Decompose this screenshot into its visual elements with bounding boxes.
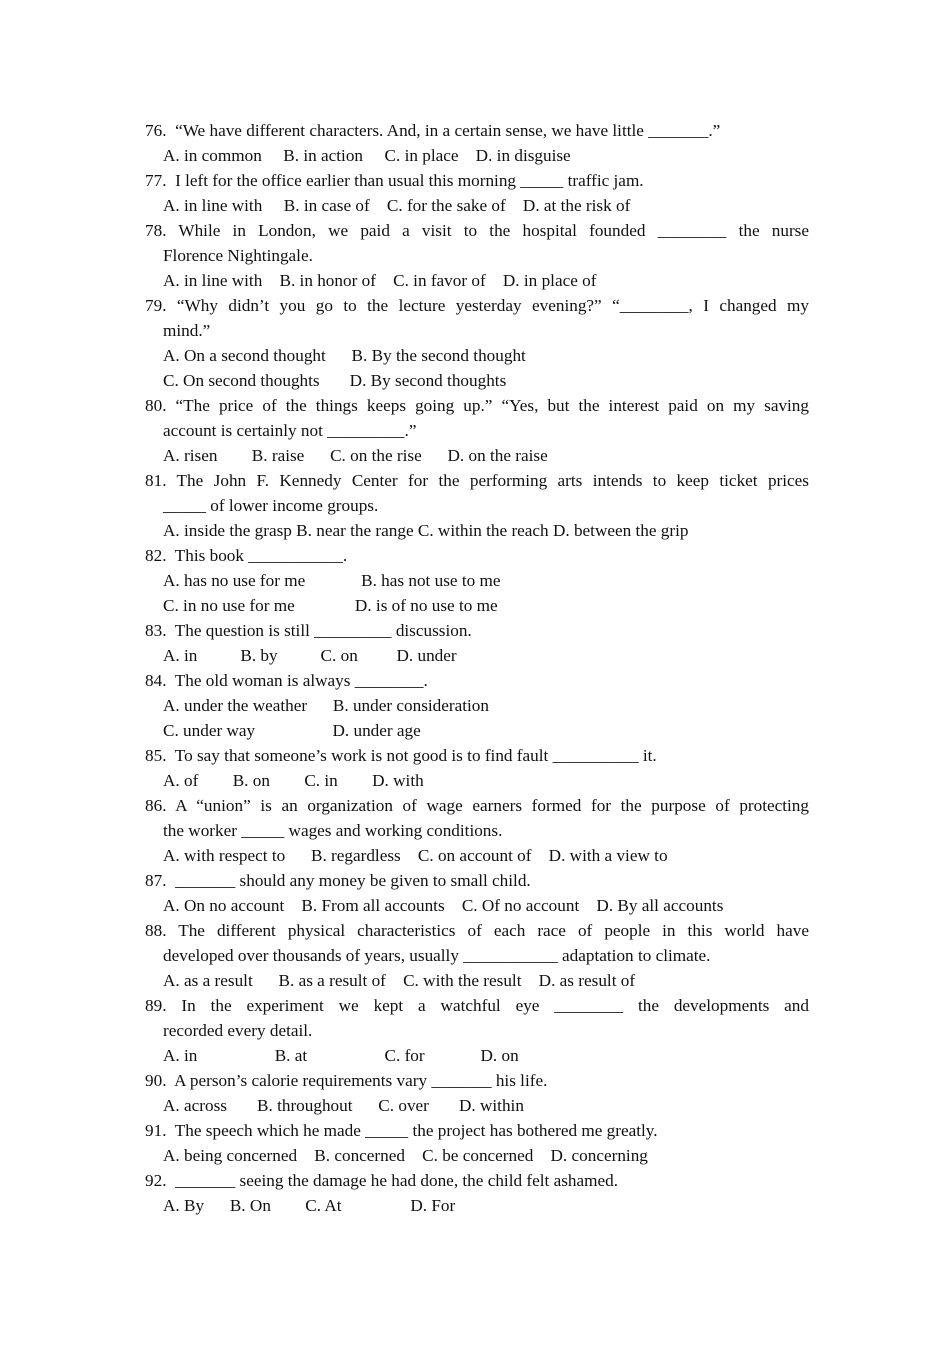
question-stem: 85. To say that someone’s work is not good is to find fault __________ it.	[145, 746, 657, 765]
question-77	[145, 168, 809, 218]
question-76	[145, 118, 809, 168]
question-stem-continuation: account is certainly not _________.”	[163, 421, 417, 440]
question-stem: 88. The different physical characteristics of each race of people in this world have	[145, 921, 809, 940]
question-stem: 78. While in London, we paid a visit to the hospital founded ________ the nurse	[145, 221, 809, 240]
question-stem: 76. “We have different characters. And, in a certain sense, we have little _______.”	[145, 121, 721, 140]
answer-options: A. under the weather B. under consideration	[163, 696, 489, 715]
question-82	[145, 543, 809, 618]
answer-options: A. with respect to B. regardless C. on account of D. with a view to	[163, 846, 668, 865]
answer-options: A. inside the grasp B. near the range C. within the reach D. between the grip	[163, 521, 689, 540]
question-stem-continuation: recorded every detail.	[163, 1021, 313, 1040]
question-88	[145, 918, 809, 993]
question-stem: 91. The speech which he made _____ the project has bothered me greatly.	[145, 1121, 658, 1140]
question-87	[145, 868, 809, 918]
question-stem-continuation: developed over thousands of years, usually ___________ adaptation to climate.	[163, 946, 711, 965]
question-stem-continuation: the worker _____ wages and working conditions.	[163, 821, 503, 840]
question-85	[145, 743, 809, 793]
answer-options: A. in B. at C. for D. on	[163, 1046, 519, 1065]
answer-options: A. being concerned B. concerned C. be concerned D. concerning	[163, 1146, 648, 1165]
answer-options: A. in line with B. in honor of C. in favor of D. in place of	[163, 271, 597, 290]
answer-options: A. By B. On C. At D. For	[163, 1196, 456, 1215]
answer-options: C. in no use for me D. is of no use to me	[163, 596, 498, 615]
question-79	[145, 293, 809, 393]
question-stem: 92. _______ seeing the damage he had done, the child felt ashamed.	[145, 1171, 618, 1190]
question-stem: 83. The question is still _________ discussion.	[145, 621, 472, 640]
answer-options: A. has no use for me B. has not use to me	[163, 571, 501, 590]
question-stem: 90. A person’s calorie requirements vary _______ his life.	[145, 1071, 548, 1090]
answer-options: A. On no account B. From all accounts C. Of no account D. By all accounts	[163, 896, 724, 915]
answer-options: A. On a second thought B. By the second thought	[163, 346, 526, 365]
question-83	[145, 618, 809, 668]
answer-options: A. of B. on C. in D. with	[163, 771, 424, 790]
answer-options: C. under way D. under age	[163, 721, 421, 740]
question-stem: 80. “The price of the things keeps going up.” “Yes, but the interest paid on my saving	[145, 396, 809, 415]
question-89	[145, 993, 809, 1068]
question-91	[145, 1118, 809, 1168]
question-80	[145, 393, 809, 468]
exercise-page	[145, 118, 809, 1218]
answer-options: A. risen B. raise C. on the rise D. on the raise	[163, 446, 548, 465]
answer-options: A. across B. throughout C. over D. within	[163, 1096, 524, 1115]
question-92	[145, 1168, 809, 1218]
question-84	[145, 668, 809, 743]
question-78	[145, 218, 809, 293]
question-90	[145, 1068, 809, 1118]
answer-options: A. in common B. in action C. in place D. in disguise	[163, 146, 571, 165]
question-stem: 79. “Why didn’t you go to the lecture yesterday evening?” “________, I changed my	[145, 296, 809, 315]
question-stem: 81. The John F. Kennedy Center for the performing arts intends to keep ticket prices	[145, 471, 809, 490]
question-stem-continuation: Florence Nightingale.	[163, 246, 313, 265]
question-stem: 87. _______ should any money be given to small child.	[145, 871, 531, 890]
question-81	[145, 468, 809, 543]
question-stem: 89. In the experiment we kept a watchful eye ________ the developments and	[145, 996, 809, 1015]
question-stem-continuation: mind.”	[163, 321, 211, 340]
question-stem-continuation: _____ of lower income groups.	[163, 496, 379, 515]
question-stem: 84. The old woman is always ________.	[145, 671, 428, 690]
question-stem: 82. This book ___________.	[145, 546, 348, 565]
question-stem: 86. A “union” is an organization of wage earners formed for the purpose of protecting	[145, 796, 809, 815]
answer-options: A. in line with B. in case of C. for the sake of D. at the risk of	[163, 196, 631, 215]
question-86	[145, 793, 809, 868]
question-stem: 77. I left for the office earlier than usual this morning _____ traffic jam.	[145, 171, 644, 190]
answer-options: C. On second thoughts D. By second thoughts	[163, 371, 507, 390]
answer-options: A. as a result B. as a result of C. with the result D. as result of	[163, 971, 636, 990]
answer-options: A. in B. by C. on D. under	[163, 646, 457, 665]
